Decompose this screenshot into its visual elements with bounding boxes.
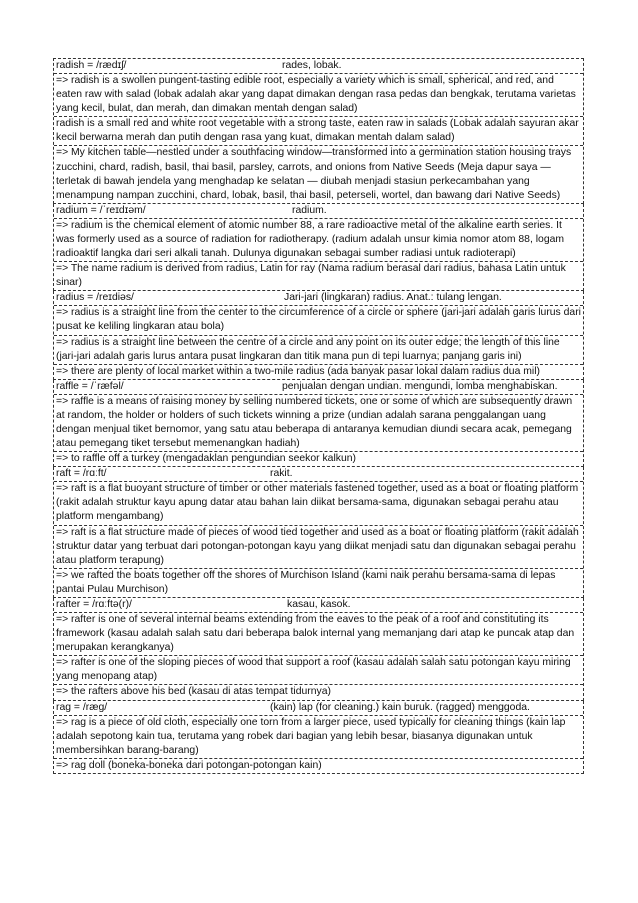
headword: rafter = /rɑːftə(r)/: [56, 599, 132, 610]
headword: radius = /reɪdiəs/: [56, 292, 134, 304]
entry-rag: [53, 701, 584, 774]
translation: (kain) lap (for cleaning.) kain buruk. (ragged) menggoda.: [270, 701, 530, 713]
example-line: => The name radium is derived from radius, Latin for ray (Nama radium berasal dari radius, bahasa Latin untuk sinar): [54, 261, 583, 290]
translation: kasau, kasok.: [287, 599, 351, 610]
headword: raft = /rɑːft/: [56, 468, 107, 480]
entry-header: [54, 291, 583, 305]
entry-raffle: [53, 380, 584, 467]
entry-header: [54, 701, 583, 715]
entry-header: [54, 467, 583, 481]
definition-line: => rag is a piece of old cloth, especially one torn from a larger piece, used typically for cleaning things (kain lap adalah sepotong kain tua, terutama yang robek dari bagian yang lebih besar, biasanya digunakan untuk membersihkan barang-barang): [54, 715, 583, 758]
entry-header: [54, 204, 583, 218]
example-line: => the rafters above his bed (kasau di atas tempat tidurnya): [54, 684, 583, 699]
headword: raffle = /ˈræfəl/: [56, 380, 124, 392]
definition-line: => raft is a flat structure made of pieces of wood tied together and used as a boat or floating platform (rakit adalah struktur datar yang terbuat dari potongan-potongan kayu yang diikat menjadi satu dan digunakan sebagai perahu atau platform terapung): [54, 525, 583, 568]
example-line: => we rafted the boats together off the shores of Murchison Island (kami naik perahu bersama-sama di lepas pantai Pulau Murchison): [54, 568, 583, 597]
headword: rag = /ræg/: [56, 701, 108, 713]
entry-header: [54, 598, 583, 612]
definition-line: => radish is a swollen pungent-tasting edible root, especially a variety which is small, spherical, and red, and eaten raw with salad (lobak adalah akar yang dapat dimakan dengan rasa pedas dan bengkak, terutama varietas yang kecil, bulat, dan merah, dan dimakan mentah dengan salad): [54, 73, 583, 116]
definition-line: => rafter is one of the sloping pieces of wood that support a roof (kasau adalah salah satu potongan kayu miring yang menopang atap): [54, 655, 583, 684]
entry-rafter: [53, 598, 584, 701]
entry-header: [54, 380, 583, 394]
definition-line: => rafter is one of several internal beams extending from the eaves to the peak of a roof and constituting its framework (kasau adalah salah satu dari beberapa balok internal yang memanjang dari atap ke puncak atap dan merupakan kerangkanya): [54, 612, 583, 655]
translation: radium.: [292, 204, 327, 216]
translation: rades, lobak.: [282, 60, 342, 71]
translation: penjualan dengan undian. mengundi, lomba menghabiskan.: [282, 380, 558, 392]
definition-line: radish is a small red and white root vegetable with a strong taste, eaten raw in salads (Lobak adalah sayuran akar kecil berwarna merah dan putih dengan rasa yang kuat, dimakan mentah dalam salad): [54, 116, 583, 145]
example-line: => to raffle off a turkey (mengadaklan pengundian seekor kalkun): [54, 451, 583, 466]
definition-line: => radius is a straight line between the centre of a circle and any point on its outer edge; the length of this line (jari-jari adalah garis lurus antara pusat lingkaran dan titik mana pun di tepi luarnya; panjang garis ini): [54, 335, 583, 364]
definition-line: => radius is a straight line from the center to the circumference of a circle or sphere (jari-jari adalah garis lurus dari pusat ke keliling lingkaran atau bola): [54, 305, 583, 334]
translation: rakit.: [270, 468, 293, 480]
entry-radish: [53, 58, 584, 204]
example-line: => there are plenty of local market within a two-mile radius (ada banyak pasar lokal dalam radius dua mil): [54, 364, 583, 379]
definition-line: => radium is the chemical element of atomic number 88, a rare radioactive metal of the alkaline earth series. It was formerly used as a source of radiation for radiotherapy. (radium adalah unsur kimia nomor atom 88, logam radioaktif langka dari seri alkali tanah. Dulunya digunakan sebagai sumber radiasi untuk radioterapi): [54, 218, 583, 261]
entry-raft: [53, 467, 584, 598]
dictionary-page: [53, 58, 584, 774]
example-line: => My kitchen table—nestled under a southfacing window—transformed into a germination station housing trays zucchini, chard, radish, basil, thai basil, parsley, carrots, and onions from Native Seeds (Meja dapur saya — terletak di bawah jendela yang menghadap ke selatan — diubah menjadi stasiun perkecambahan yang menampung nampan zucchini, chard, lobak, basil, thai basil, peterseli, wortel, dan bawang dari Native Seeds): [54, 145, 583, 202]
definition-line: => raft is a flat buoyant structure of timber or other materials fastened together, used as a boat or floating platform (rakit adalah struktur kayu apung datar atau bahan lain diikat bersama-sama, digunakan sebagai perahu atau platform mengambang): [54, 481, 583, 524]
entry-radius: [53, 291, 584, 379]
translation: Jari-jari (lingkaran) radius. Anat.: tulang lengan.: [284, 292, 502, 304]
definition-line: => raffle is a means of raising money by selling numbered tickets, one or some of which are subsequently drawn at random, the holder or holders of such tickets winning a prize (undian adalah sarana penggalangan uang dengan menjual tiket bernomor, yang satu atau beberapa di antaranya kemudian diundi secara acak, pemegang atau pemegang tiket tersebut memenangkan hadiah): [54, 394, 583, 451]
entry-radium: [53, 204, 584, 291]
entry-header: [54, 59, 583, 73]
headword: radish = /rædɪʃ/: [56, 60, 127, 71]
example-line: => rag doll (boneka-boneka dari potongan-potongan kain): [54, 758, 583, 773]
headword: radium = /ˈreɪdɪəm/: [56, 204, 146, 216]
